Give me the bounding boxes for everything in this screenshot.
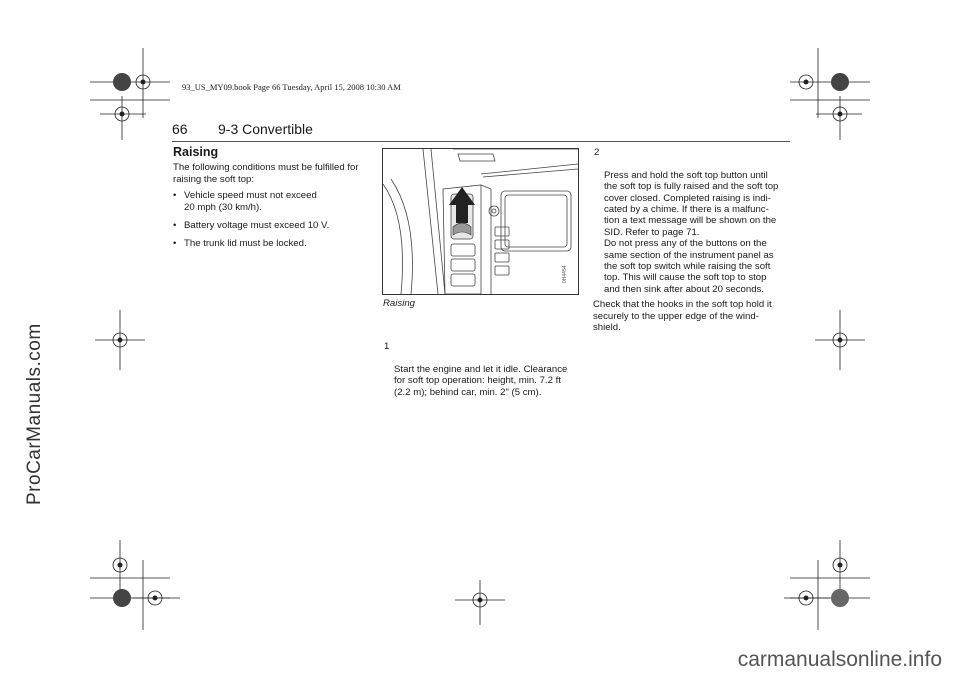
step-1 <box>383 341 583 398</box>
soft-top-switch-illustration <box>382 148 579 295</box>
list-item <box>383 341 583 398</box>
hook-check-note: Check that the hooks in the soft top hold it securely to the upper edge of the wind- shield. <box>593 299 772 334</box>
list-item <box>593 147 793 295</box>
intro-text: The following conditions must be fulfilled for raising the soft top: <box>173 162 359 185</box>
book-header-meta: 93_US_MY09.book Page 66 Tuesday, April 15, 2008 10:30 AM <box>182 82 401 92</box>
step-text: Start the engine and let it idle. Clearance for soft top operation: height, min. 7.2 ft (2.2 m); behind car, min. 2" (5 cm). <box>394 363 568 398</box>
right-column <box>593 147 793 334</box>
list-item: • Battery voltage must exceed 10 V. <box>173 220 373 231</box>
step-number: 2 <box>594 147 600 158</box>
figure-id: 0H4454 <box>562 265 568 283</box>
side-watermark: ProCarManuals.com <box>24 323 45 505</box>
header-rule <box>172 141 790 142</box>
figure-caption: Raising <box>383 298 415 309</box>
step-text: Press and hold the soft top button until the soft top is fully raised and the soft top cover closed. Completed raising is indi- cated by a chime. If there is a malfunc- tion a text message will be shown on the SID. Refer to page 71. Do not press any of the buttons on the same section of the instrument panel as the soft top switch while raising the soft top. This will cause the soft top to stop and then sink after about 20 seconds. <box>604 169 779 295</box>
list-item: • Vehicle speed must not exceed 20 mph (30 km/h). <box>173 190 373 213</box>
bottom-watermark: carmanualsonline.info <box>737 648 942 671</box>
step-number: 1 <box>384 341 390 352</box>
list-item: • The trunk lid must be locked. <box>173 238 373 249</box>
section-heading: Raising <box>173 145 219 159</box>
left-column <box>173 147 373 257</box>
dashboard-drawing <box>383 149 578 294</box>
condition-list <box>173 190 373 250</box>
page-number: 66 <box>172 121 188 137</box>
running-head: 9-3 Convertible <box>218 121 313 137</box>
